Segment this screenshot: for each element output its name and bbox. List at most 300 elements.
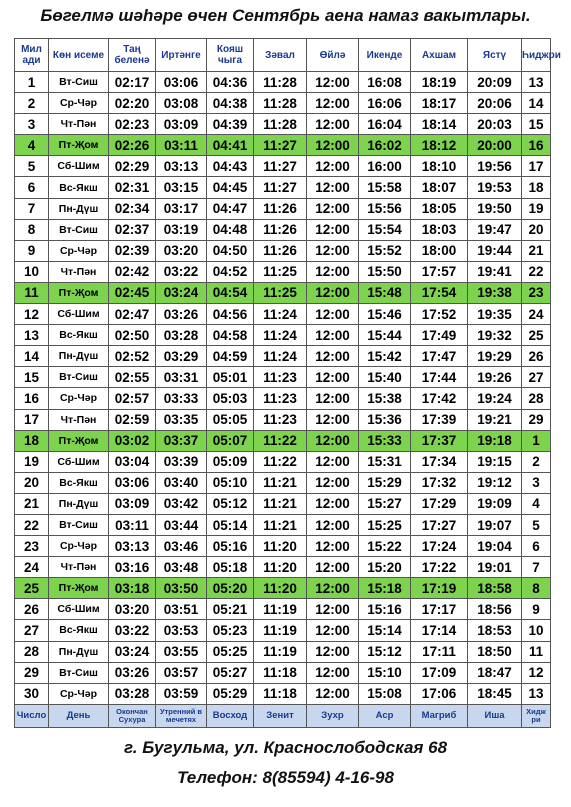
col-header-zenith: Зәвал xyxy=(254,39,307,72)
zenith-cell: 11:21 xyxy=(254,493,307,514)
isha-cell: 19:56 xyxy=(468,156,522,177)
isha-cell: 18:50 xyxy=(468,641,522,662)
day-number-cell: 6 xyxy=(15,177,49,198)
maghrib-cell: 18:00 xyxy=(411,240,468,261)
day-number-cell: 12 xyxy=(15,304,49,325)
sunrise-cell: 05:23 xyxy=(207,620,254,641)
hijri-cell: 27 xyxy=(522,367,551,388)
asr-cell: 15:48 xyxy=(359,282,411,303)
asr-cell: 15:31 xyxy=(359,451,411,472)
col-header-morning: Иртәнге xyxy=(156,39,207,72)
sunrise-cell: 04:41 xyxy=(207,135,254,156)
hijri-cell: 7 xyxy=(522,557,551,578)
dhuhr-cell: 12:00 xyxy=(307,493,359,514)
asr-cell: 15:50 xyxy=(359,261,411,282)
zenith-cell: 11:26 xyxy=(254,198,307,219)
dhuhr-cell: 12:00 xyxy=(307,451,359,472)
asr-cell: 15:08 xyxy=(359,683,411,704)
isha-cell: 19:29 xyxy=(468,346,522,367)
zenith-cell: 11:19 xyxy=(254,641,307,662)
zenith-cell: 11:28 xyxy=(254,72,307,93)
sunrise-cell: 05:09 xyxy=(207,451,254,472)
asr-cell: 15:56 xyxy=(359,198,411,219)
asr-cell: 16:00 xyxy=(359,156,411,177)
asr-cell: 15:18 xyxy=(359,578,411,599)
morning-cell: 03:22 xyxy=(156,261,207,282)
prayer-times-table-wrap xyxy=(14,38,561,728)
hijri-cell: 22 xyxy=(522,261,551,282)
morning-cell: 03:35 xyxy=(156,409,207,430)
hijri-cell: 16 xyxy=(522,135,551,156)
isha-cell: 19:32 xyxy=(468,325,522,346)
dawn-cell: 03:28 xyxy=(109,683,156,704)
morning-cell: 03:33 xyxy=(156,388,207,409)
morning-cell: 03:24 xyxy=(156,282,207,303)
asr-cell: 15:38 xyxy=(359,388,411,409)
isha-cell: 18:56 xyxy=(468,599,522,620)
sunrise-cell: 04:59 xyxy=(207,346,254,367)
dawn-cell: 02:50 xyxy=(109,325,156,346)
table-row xyxy=(15,536,551,557)
maghrib-cell: 17:49 xyxy=(411,325,468,346)
sunrise-cell: 05:03 xyxy=(207,388,254,409)
hijri-cell: 13 xyxy=(522,683,551,704)
table-row xyxy=(15,156,551,177)
isha-cell: 19:26 xyxy=(468,367,522,388)
asr-cell: 15:42 xyxy=(359,346,411,367)
asr-cell: 15:46 xyxy=(359,304,411,325)
zenith-cell: 11:25 xyxy=(254,282,307,303)
dhuhr-cell: 12:00 xyxy=(307,198,359,219)
day-name-cell: Вт-Сиш xyxy=(49,662,109,683)
day-number-cell: 25 xyxy=(15,578,49,599)
morning-cell: 03:44 xyxy=(156,514,207,535)
zenith-cell: 11:26 xyxy=(254,240,307,261)
day-name-cell: Вс-Якш xyxy=(49,472,109,493)
asr-cell: 15:20 xyxy=(359,557,411,578)
col-header-isha: Ястү xyxy=(468,39,522,72)
day-number-cell: 27 xyxy=(15,620,49,641)
isha-cell: 19:15 xyxy=(468,451,522,472)
day-number-cell: 2 xyxy=(15,93,49,114)
hijri-cell: 14 xyxy=(522,93,551,114)
table-row xyxy=(15,472,551,493)
zenith-cell: 11:20 xyxy=(254,536,307,557)
day-name-cell: Вт-Сиш xyxy=(49,514,109,535)
maghrib-cell: 17:29 xyxy=(411,493,468,514)
zenith-cell: 11:23 xyxy=(254,367,307,388)
sunrise-cell: 04:54 xyxy=(207,282,254,303)
hijri-cell: 5 xyxy=(522,514,551,535)
hijri-cell: 9 xyxy=(522,599,551,620)
asr-cell: 15:22 xyxy=(359,536,411,557)
dhuhr-cell: 12:00 xyxy=(307,72,359,93)
dawn-cell: 03:22 xyxy=(109,620,156,641)
zenith-cell: 11:19 xyxy=(254,620,307,641)
asr-cell: 15:58 xyxy=(359,177,411,198)
day-name-cell: Ср-Чәр xyxy=(49,536,109,557)
isha-cell: 18:58 xyxy=(468,578,522,599)
footer-label-maghrib: Магриб xyxy=(411,704,468,727)
dawn-cell: 02:52 xyxy=(109,346,156,367)
table-row xyxy=(15,388,551,409)
zenith-cell: 11:27 xyxy=(254,156,307,177)
isha-cell: 19:09 xyxy=(468,493,522,514)
morning-cell: 03:48 xyxy=(156,557,207,578)
day-number-cell: 3 xyxy=(15,114,49,135)
sunrise-cell: 04:38 xyxy=(207,93,254,114)
dawn-cell: 02:55 xyxy=(109,367,156,388)
hijri-cell: 20 xyxy=(522,219,551,240)
dhuhr-cell: 12:00 xyxy=(307,388,359,409)
day-number-cell: 1 xyxy=(15,72,49,93)
table-row xyxy=(15,325,551,346)
sunrise-cell: 05:07 xyxy=(207,430,254,451)
dawn-cell: 02:45 xyxy=(109,282,156,303)
sunrise-cell: 04:58 xyxy=(207,325,254,346)
phone-number: Телефон: 8(85594) 4-16-98 xyxy=(177,768,394,787)
morning-cell: 03:51 xyxy=(156,599,207,620)
col-header-dawn: Таң беленә xyxy=(109,39,156,72)
day-number-cell: 23 xyxy=(15,536,49,557)
table-row xyxy=(15,683,551,704)
table-row xyxy=(15,599,551,620)
day-number-cell: 30 xyxy=(15,683,49,704)
day-number-cell: 7 xyxy=(15,198,49,219)
maghrib-cell: 18:07 xyxy=(411,177,468,198)
col-header-day-number: Мил ади xyxy=(15,39,49,72)
table-row xyxy=(15,557,551,578)
hijri-cell: 26 xyxy=(522,346,551,367)
asr-cell: 15:52 xyxy=(359,240,411,261)
address: г. Бугульма, ул. Краснослободская 68 xyxy=(123,738,448,757)
maghrib-cell: 18:19 xyxy=(411,72,468,93)
dhuhr-cell: 12:00 xyxy=(307,282,359,303)
maghrib-cell: 18:14 xyxy=(411,114,468,135)
hijri-cell: 8 xyxy=(522,578,551,599)
dawn-cell: 03:16 xyxy=(109,557,156,578)
day-number-cell: 29 xyxy=(15,662,49,683)
maghrib-cell: 17:44 xyxy=(411,367,468,388)
day-number-cell: 13 xyxy=(15,325,49,346)
day-number-cell: 18 xyxy=(15,430,49,451)
isha-cell: 19:50 xyxy=(468,198,522,219)
day-name-cell: Чт-Пән xyxy=(49,114,109,135)
morning-cell: 03:37 xyxy=(156,430,207,451)
maghrib-cell: 18:10 xyxy=(411,156,468,177)
isha-cell: 18:45 xyxy=(468,683,522,704)
maghrib-cell: 17:52 xyxy=(411,304,468,325)
dawn-cell: 02:26 xyxy=(109,135,156,156)
maghrib-cell: 17:32 xyxy=(411,472,468,493)
dhuhr-cell: 12:00 xyxy=(307,367,359,388)
zenith-cell: 11:22 xyxy=(254,451,307,472)
day-name-cell: Чт-Пән xyxy=(49,261,109,282)
asr-cell: 15:14 xyxy=(359,620,411,641)
sunrise-cell: 05:14 xyxy=(207,514,254,535)
dawn-cell: 02:47 xyxy=(109,304,156,325)
day-number-cell: 21 xyxy=(15,493,49,514)
table-row xyxy=(15,177,551,198)
hijri-cell: 11 xyxy=(522,641,551,662)
dawn-cell: 02:57 xyxy=(109,388,156,409)
table-row xyxy=(15,367,551,388)
day-name-cell: Пт-Җом xyxy=(49,430,109,451)
day-number-cell: 24 xyxy=(15,557,49,578)
hijri-cell: 18 xyxy=(522,177,551,198)
morning-cell: 03:11 xyxy=(156,135,207,156)
dhuhr-cell: 12:00 xyxy=(307,620,359,641)
hijri-cell: 29 xyxy=(522,409,551,430)
zenith-cell: 11:24 xyxy=(254,346,307,367)
isha-cell: 19:12 xyxy=(468,472,522,493)
sunrise-cell: 05:25 xyxy=(207,641,254,662)
dawn-cell: 02:39 xyxy=(109,240,156,261)
table-body xyxy=(15,72,551,705)
sunrise-cell: 04:36 xyxy=(207,72,254,93)
day-name-cell: Ср-Чәр xyxy=(49,388,109,409)
table-row xyxy=(15,493,551,514)
sunrise-cell: 04:56 xyxy=(207,304,254,325)
footer-label-dhuhr: Зухр xyxy=(307,704,359,727)
morning-cell: 03:46 xyxy=(156,536,207,557)
dhuhr-cell: 12:00 xyxy=(307,514,359,535)
dhuhr-cell: 12:00 xyxy=(307,219,359,240)
hijri-cell: 2 xyxy=(522,451,551,472)
hijri-cell: 21 xyxy=(522,240,551,261)
asr-cell: 15:25 xyxy=(359,514,411,535)
dawn-cell: 02:31 xyxy=(109,177,156,198)
footer-label-number: Число xyxy=(15,704,49,727)
table-row xyxy=(15,282,551,303)
dawn-cell: 03:24 xyxy=(109,641,156,662)
maghrib-cell: 17:19 xyxy=(411,578,468,599)
zenith-cell: 11:27 xyxy=(254,177,307,198)
col-header-day-name: Көн исеме xyxy=(49,39,109,72)
morning-cell: 03:08 xyxy=(156,93,207,114)
page-title: Бөгелмә шәһәре өчен Сентябрь аена намаз вакытлары. xyxy=(40,6,531,25)
table-row xyxy=(15,662,551,683)
day-name-cell: Сб-Шим xyxy=(49,304,109,325)
day-name-cell: Вт-Сиш xyxy=(49,219,109,240)
day-number-cell: 19 xyxy=(15,451,49,472)
morning-cell: 03:59 xyxy=(156,683,207,704)
maghrib-cell: 17:06 xyxy=(411,683,468,704)
dhuhr-cell: 12:00 xyxy=(307,472,359,493)
dhuhr-cell: 12:00 xyxy=(307,177,359,198)
day-number-cell: 5 xyxy=(15,156,49,177)
dhuhr-cell: 12:00 xyxy=(307,641,359,662)
dhuhr-cell: 12:00 xyxy=(307,409,359,430)
sunrise-cell: 04:39 xyxy=(207,114,254,135)
morning-cell: 03:29 xyxy=(156,346,207,367)
morning-cell: 03:57 xyxy=(156,662,207,683)
maghrib-cell: 17:57 xyxy=(411,261,468,282)
morning-cell: 03:40 xyxy=(156,472,207,493)
header-row xyxy=(15,39,551,72)
dhuhr-cell: 12:00 xyxy=(307,135,359,156)
isha-cell: 19:24 xyxy=(468,388,522,409)
maghrib-cell: 17:54 xyxy=(411,282,468,303)
asr-cell: 15:27 xyxy=(359,493,411,514)
maghrib-cell: 17:17 xyxy=(411,599,468,620)
day-name-cell: Вс-Якш xyxy=(49,620,109,641)
day-number-cell: 17 xyxy=(15,409,49,430)
asr-cell: 15:44 xyxy=(359,325,411,346)
sunrise-cell: 04:48 xyxy=(207,219,254,240)
table-row xyxy=(15,72,551,93)
dhuhr-cell: 12:00 xyxy=(307,240,359,261)
zenith-cell: 11:21 xyxy=(254,514,307,535)
zenith-cell: 11:25 xyxy=(254,261,307,282)
table-row xyxy=(15,135,551,156)
dhuhr-cell: 12:00 xyxy=(307,599,359,620)
sunrise-cell: 05:18 xyxy=(207,557,254,578)
hijri-cell: 4 xyxy=(522,493,551,514)
dawn-cell: 02:42 xyxy=(109,261,156,282)
isha-cell: 19:35 xyxy=(468,304,522,325)
zenith-cell: 11:22 xyxy=(254,430,307,451)
table-row xyxy=(15,430,551,451)
dawn-cell: 03:02 xyxy=(109,430,156,451)
zenith-cell: 11:20 xyxy=(254,557,307,578)
table-row xyxy=(15,641,551,662)
hijri-cell: 15 xyxy=(522,114,551,135)
sunrise-cell: 04:52 xyxy=(207,261,254,282)
asr-cell: 15:16 xyxy=(359,599,411,620)
zenith-cell: 11:28 xyxy=(254,114,307,135)
hijri-cell: 19 xyxy=(522,198,551,219)
footer-label-suhur-end: Окончан Сухура xyxy=(109,704,156,727)
zenith-cell: 11:23 xyxy=(254,409,307,430)
dawn-cell: 03:06 xyxy=(109,472,156,493)
morning-cell: 03:28 xyxy=(156,325,207,346)
table-row xyxy=(15,514,551,535)
day-name-cell: Ср-Чәр xyxy=(49,240,109,261)
day-name-cell: Ср-Чәр xyxy=(49,683,109,704)
morning-cell: 03:17 xyxy=(156,198,207,219)
dawn-cell: 03:26 xyxy=(109,662,156,683)
day-name-cell: Пн-Дүш xyxy=(49,493,109,514)
dhuhr-cell: 12:00 xyxy=(307,156,359,177)
day-number-cell: 14 xyxy=(15,346,49,367)
dawn-cell: 02:20 xyxy=(109,93,156,114)
maghrib-cell: 17:47 xyxy=(411,346,468,367)
dawn-cell: 03:11 xyxy=(109,514,156,535)
morning-cell: 03:15 xyxy=(156,177,207,198)
dawn-cell: 02:34 xyxy=(109,198,156,219)
maghrib-cell: 17:37 xyxy=(411,430,468,451)
sunrise-cell: 04:43 xyxy=(207,156,254,177)
hijri-cell: 12 xyxy=(522,662,551,683)
dawn-cell: 03:20 xyxy=(109,599,156,620)
isha-cell: 18:47 xyxy=(468,662,522,683)
maghrib-cell: 17:27 xyxy=(411,514,468,535)
sunrise-cell: 05:01 xyxy=(207,367,254,388)
table-row xyxy=(15,93,551,114)
morning-cell: 03:50 xyxy=(156,578,207,599)
morning-cell: 03:26 xyxy=(156,304,207,325)
asr-cell: 16:06 xyxy=(359,93,411,114)
morning-cell: 03:06 xyxy=(156,72,207,93)
dhuhr-cell: 12:00 xyxy=(307,325,359,346)
prayer-times-table xyxy=(14,38,561,728)
morning-cell: 03:55 xyxy=(156,641,207,662)
morning-cell: 03:39 xyxy=(156,451,207,472)
asr-cell: 15:29 xyxy=(359,472,411,493)
sunrise-cell: 05:16 xyxy=(207,536,254,557)
sunrise-cell: 04:47 xyxy=(207,198,254,219)
dhuhr-cell: 12:00 xyxy=(307,346,359,367)
footer-label-zenith: Зенит xyxy=(254,704,307,727)
col-header-dhuhr: Өйлә xyxy=(307,39,359,72)
hijri-cell: 25 xyxy=(522,325,551,346)
dhuhr-cell: 12:00 xyxy=(307,114,359,135)
maghrib-cell: 18:05 xyxy=(411,198,468,219)
dhuhr-cell: 12:00 xyxy=(307,536,359,557)
isha-cell: 19:01 xyxy=(468,557,522,578)
asr-cell: 16:08 xyxy=(359,72,411,93)
asr-cell: 16:04 xyxy=(359,114,411,135)
day-number-cell: 20 xyxy=(15,472,49,493)
table-row xyxy=(15,451,551,472)
isha-cell: 19:07 xyxy=(468,514,522,535)
col-header-hijri: Һиджри xyxy=(522,39,551,72)
isha-cell: 20:00 xyxy=(468,135,522,156)
morning-cell: 03:42 xyxy=(156,493,207,514)
dhuhr-cell: 12:00 xyxy=(307,662,359,683)
footer-label-mosque-morning: Утренний в мечетях xyxy=(156,704,207,727)
zenith-cell: 11:28 xyxy=(254,93,307,114)
dhuhr-cell: 12:00 xyxy=(307,304,359,325)
asr-cell: 15:40 xyxy=(359,367,411,388)
dawn-cell: 02:29 xyxy=(109,156,156,177)
day-number-cell: 11 xyxy=(15,282,49,303)
zenith-cell: 11:18 xyxy=(254,662,307,683)
maghrib-cell: 17:11 xyxy=(411,641,468,662)
morning-cell: 03:31 xyxy=(156,367,207,388)
table-row xyxy=(15,240,551,261)
maghrib-cell: 17:39 xyxy=(411,409,468,430)
morning-cell: 03:20 xyxy=(156,240,207,261)
sunrise-cell: 05:10 xyxy=(207,472,254,493)
isha-cell: 19:18 xyxy=(468,430,522,451)
asr-cell: 16:02 xyxy=(359,135,411,156)
isha-cell: 18:53 xyxy=(468,620,522,641)
isha-cell: 20:06 xyxy=(468,93,522,114)
day-name-cell: Пн-Дүш xyxy=(49,346,109,367)
isha-cell: 19:38 xyxy=(468,282,522,303)
day-name-cell: Пн-Дүш xyxy=(49,641,109,662)
dhuhr-cell: 12:00 xyxy=(307,93,359,114)
footer-label-isha: Иша xyxy=(468,704,522,727)
day-number-cell: 8 xyxy=(15,219,49,240)
day-number-cell: 26 xyxy=(15,599,49,620)
hijri-cell: 10 xyxy=(522,620,551,641)
dawn-cell: 02:59 xyxy=(109,409,156,430)
dhuhr-cell: 12:00 xyxy=(307,557,359,578)
day-number-cell: 10 xyxy=(15,261,49,282)
maghrib-cell: 17:42 xyxy=(411,388,468,409)
dawn-cell: 02:37 xyxy=(109,219,156,240)
day-name-cell: Чт-Пән xyxy=(49,409,109,430)
day-number-cell: 16 xyxy=(15,388,49,409)
zenith-cell: 11:20 xyxy=(254,578,307,599)
day-name-cell: Ср-Чәр xyxy=(49,93,109,114)
sunrise-cell: 04:50 xyxy=(207,240,254,261)
footer-label-sunrise: Восход xyxy=(207,704,254,727)
maghrib-cell: 17:24 xyxy=(411,536,468,557)
